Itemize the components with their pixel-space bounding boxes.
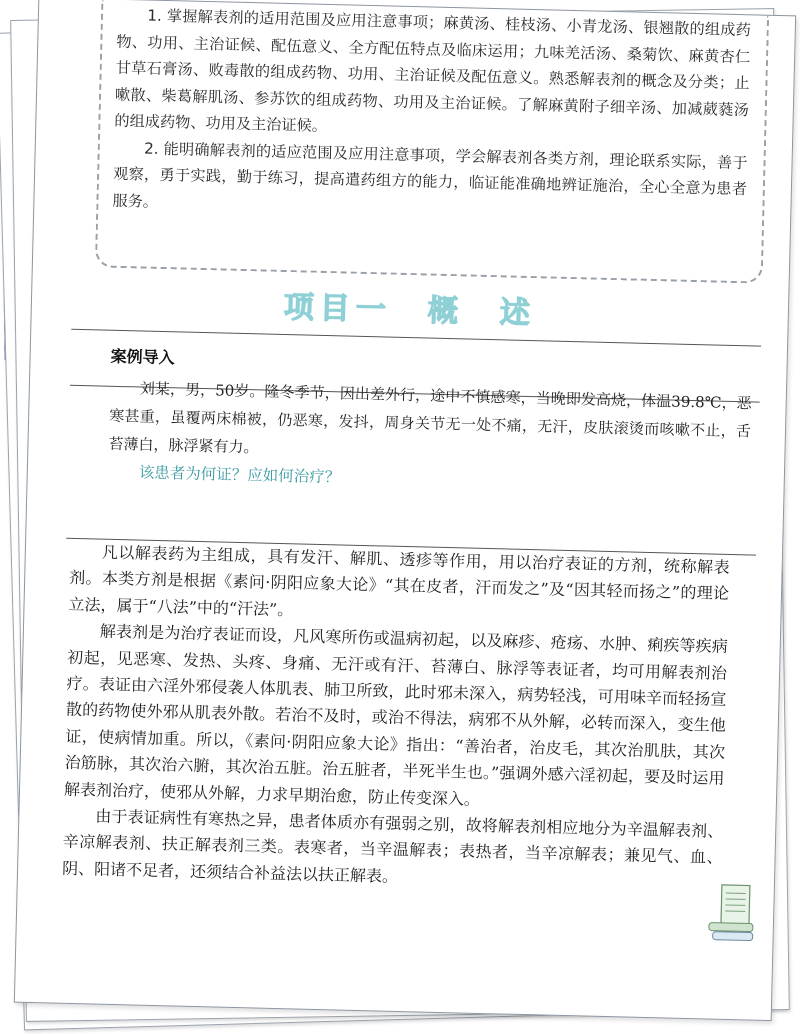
learning-objectives-box (95, 0, 769, 284)
case-question: 该患者为何证？应如何治疗？ (138, 463, 341, 487)
main-text (62, 539, 730, 898)
case-introduction (66, 329, 761, 556)
notebook-icon (706, 883, 757, 944)
book-page (14, 0, 796, 1021)
paragraph-1: 凡以解表药为主组成，具有发汗、解肌、透疹等作用，用以治疗表证的方剂，统称解表剂。本类方剂是根据《素问·阴阳应象大论》“其在皮者，汗而发之”及“因其轻而扬之”的理论立法，属于“八法”中的“汗法”。 (68, 542, 730, 620)
section-title: 项目一 概 述 (283, 289, 537, 332)
paragraph-2: 解表剂是为治疗表证而设，凡风寒所伤或温病初起，以及麻疹、疮疡、水肿、痢疾等疾病初起，见恶寒、发热、头疼、身痛、无汗或有汗、苔薄白、脉浮等表证者，均可用解表剂治疗。表证由六淫外邪侵袭人体肌表、肺卫所致，此时邪未深入，病势轻浅，可用味辛而轻扬宣散的药物使外邪从肌表外散。若治不及时，或治不得法，病邪不从外解，必转而深入，变生他证，使病情加重。所以，《素问·阴阳应象大论》指出：“善治者，治皮毛，其次治肌肤，其次治筋脉，其次治六腑，其次治五脏。治五脏者，半死半生也。”强调外感六淫初起，要及时运用解表剂治疗，使邪从外解，力求早期治愈，防止传变深入。 (63, 621, 728, 809)
objective-2: 2. 能明确解表剂的适应范围及应用注意事项，学会解表剂各类方剂，理论联系实际，善于观察，勇于实践，勤于练习，提高遣药组方的能力，临证能准确地辨证施治，全心全意为患者服务。 (112, 139, 748, 211)
case-body (107, 374, 752, 502)
case-heading: 案例导入 (110, 346, 175, 368)
case-text: 刘某，男，50岁。隆冬季节，因出差外行，途中不慎感寒，当晚即发高烧，体温39.8℃，恶寒甚重，虽覆两床棉被，仍恶寒，发抖，周身关节无一处不痛，无汗，皮肤滚烫而咳嗽不止，舌苔薄白，脉浮紧有力。 (108, 379, 752, 457)
objective-1: 1. 掌握解表剂的适用范围及应用注意事项；麻黄汤、桂枝汤、小青龙汤、银翘散的组成药物、功用、主治证候、配伍意义、全方配伍特点及临床运用；九味羌活汤、桑菊饮、麻黄杏仁甘草石膏汤、败毒散的组成药物、功用、主治证候及配伍意义。熟悉解表剂的概念及分类；止嗽散、柴葛解肌汤、参苏饮的组成药物、功用及主治证候。了解麻黄附子细辛汤、加减葳蕤汤的组成药物、功用及主治证候。 (114, 6, 752, 135)
paragraph-3: 由于表证病性有寒热之异，患者体质亦有强弱之别，故将解表剂相应地分为辛温解表剂、辛凉解表剂、扶正解表剂三类。表寒者，当辛温解表；表热者，当辛凉解表；兼见气、血、阴、阳诸不足者，还须结合补益法以扶正解表。 (61, 806, 724, 886)
